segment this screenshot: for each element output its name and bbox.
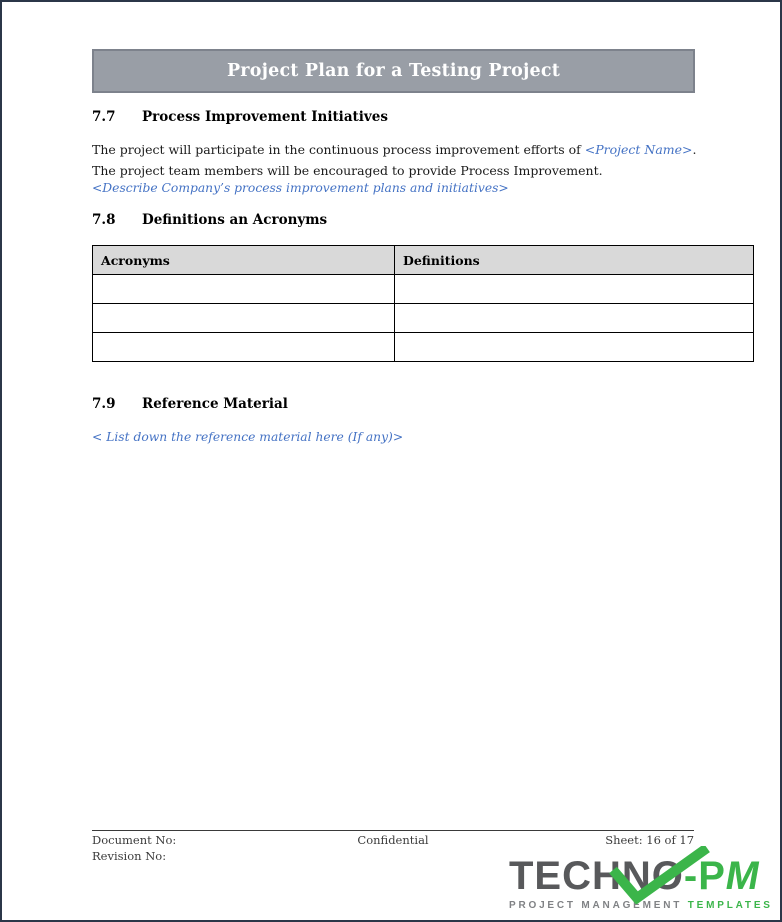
logo-wordmark: [509, 856, 781, 896]
logo-tagline-green: TEMPLATES: [687, 900, 773, 911]
paragraph-process-improvement: [92, 140, 700, 181]
page-title: Project Plan for a Testing Project: [226, 61, 561, 81]
section-heading-77: [92, 109, 702, 125]
table-cell: [93, 304, 395, 333]
paragraph-text-after: . The project team members will be encouraged to provide Process Improvement.: [92, 142, 697, 178]
section-heading-78: [92, 212, 702, 228]
placeholder-reference-material: < List down the reference material here (If any)>: [92, 430, 404, 444]
placeholder-describe-plans: <Describe Company’s process improvement plans and initiatives>: [92, 181, 509, 195]
table-cell: [93, 275, 395, 304]
document-title-banner: [92, 49, 695, 93]
logo-text-n: N: [621, 854, 652, 898]
table-row: [93, 275, 754, 304]
project-name-placeholder: <Project Name>: [584, 142, 693, 157]
logo-text-o: O: [651, 854, 684, 898]
logo-tagline: [509, 900, 781, 911]
logo-text-m: M: [722, 854, 765, 898]
table-cell: [395, 304, 754, 333]
table-row: [93, 304, 754, 333]
table-row: [93, 333, 754, 362]
logo-text-dash-p: -P: [683, 854, 726, 898]
section-title: Reference Material: [142, 396, 288, 412]
acronyms-definitions-table: [92, 245, 754, 362]
footer-revision-no: Revision No:: [92, 849, 167, 863]
section-number: 7.9: [92, 396, 116, 412]
footer-confidential: Confidential: [357, 833, 429, 847]
section-number: 7.7: [92, 109, 116, 125]
section-title: Process Improvement Initiatives: [142, 109, 388, 125]
footer-document-no: Document No:: [92, 833, 177, 847]
section-title: Definitions an Acronyms: [142, 212, 328, 228]
footer-divider: [92, 830, 694, 831]
table-cell: [395, 333, 754, 362]
table-header-row: [93, 246, 754, 275]
section-number: 7.8: [92, 212, 116, 228]
table-cell: [93, 333, 395, 362]
footer-sheet-number: Sheet: 16 of 17: [605, 833, 695, 847]
table-cell: [395, 275, 754, 304]
column-header-definitions: Definitions: [395, 246, 754, 275]
logo-tagline-gray: PROJECT MANAGEMENT: [509, 900, 688, 911]
section-heading-79: [92, 396, 702, 412]
column-header-acronyms: Acronyms: [93, 246, 395, 275]
footer-row: [92, 833, 694, 847]
paragraph-text-before: The project will participate in the continuous process improvement efforts of: [92, 142, 585, 157]
logo-text-tech: TECH: [509, 854, 622, 898]
techno-pm-logo: [509, 856, 781, 911]
